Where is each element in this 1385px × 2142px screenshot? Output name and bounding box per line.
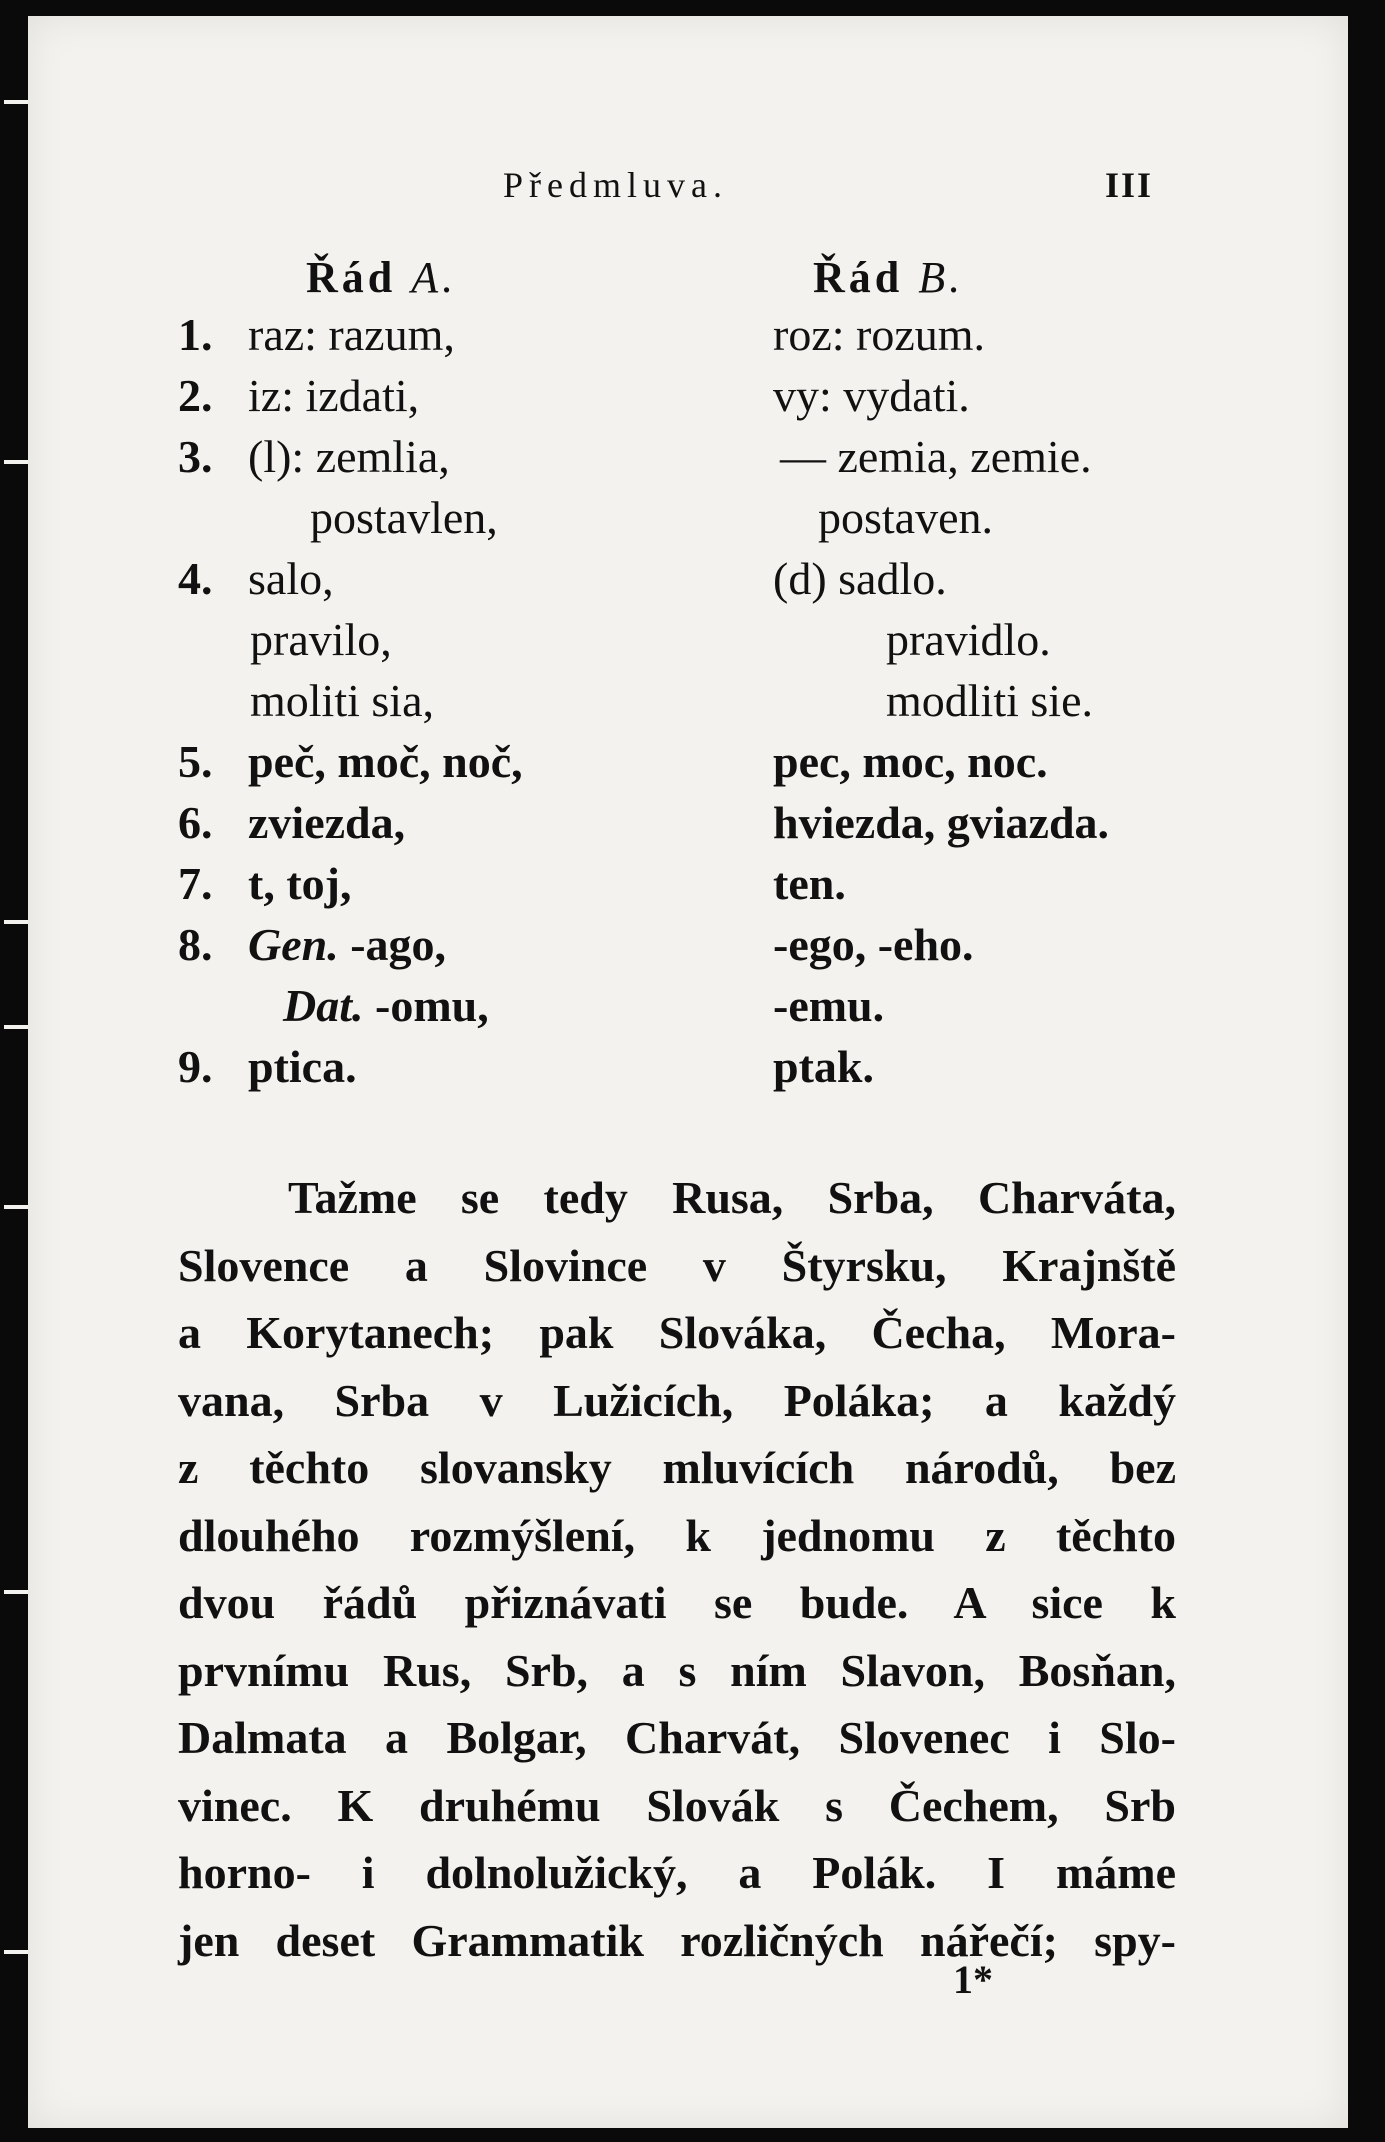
book-binding-edge: [0, 0, 28, 2142]
row-number: 1.: [178, 309, 213, 360]
form-a: t, toj,: [248, 858, 352, 909]
form-a: ptica.: [248, 1041, 357, 1092]
table-row: [28, 491, 1348, 551]
table-row: [28, 369, 1348, 429]
form-a: postavlen,: [310, 492, 498, 543]
paragraph-line: prvnímu Rus, Srb, a s ním Slavon, Bosňan,: [178, 1644, 1176, 1696]
paragraph-line: Slovence a Slovince v Štyrsku, Krajnště: [178, 1239, 1176, 1291]
case-label: Gen.: [248, 919, 351, 970]
paragraph-line: Tažme se tedy Rusa, Srba, Charváta,: [288, 1172, 1176, 1223]
running-title: Předmluva.: [503, 165, 728, 205]
table-row: [28, 613, 1348, 673]
paragraph-line: horno- i dolnolužický, a Polák. I máme: [178, 1847, 1176, 1898]
page-number: III: [1105, 165, 1154, 205]
form-b: pravidlo.: [886, 614, 1051, 665]
table-row: [28, 308, 1348, 368]
paragraph-line: dvou řádů přiznávati se bude. A sice k: [178, 1577, 1176, 1628]
paragraph-line: a Korytanech; pak Slováka, Čecha, Mora-: [178, 1307, 1176, 1358]
form-b: pec, moc, noc.: [773, 736, 1048, 787]
paragraph-line: dlouhého rozmýšlení, k jednomu z těchto: [178, 1509, 1176, 1561]
form-b: (d) sadlo.: [773, 553, 947, 604]
form-a: Dat. -omu,: [283, 980, 489, 1031]
form-b: hviezda, gviazda.: [773, 797, 1110, 848]
table-row: [28, 796, 1348, 856]
form-a: raz: razum,: [248, 309, 455, 360]
paragraph-line: Dalmata a Bolgar, Charvát, Slovenec i Slo-: [178, 1712, 1176, 1763]
form-a: iz: izdati,: [248, 370, 420, 421]
row-number: 7.: [178, 858, 213, 909]
table-row: [28, 430, 1348, 490]
row-number: 8.: [178, 919, 213, 970]
case-label: Dat.: [283, 980, 375, 1031]
form-b: ptak.: [773, 1041, 874, 1092]
table-row: [28, 979, 1348, 1039]
row-number: 4.: [178, 553, 213, 604]
form-b: -ego, -eho.: [773, 919, 974, 970]
table-row: [28, 552, 1348, 612]
signature-mark: 1*: [953, 1957, 993, 2002]
paragraph-line: jen deset Grammatik rozličných nářečí; spy-: [178, 1914, 1176, 1966]
row-number: 2.: [178, 370, 213, 421]
row-number: 6.: [178, 797, 213, 848]
row-number: 5.: [178, 736, 213, 787]
form-b: postaven.: [818, 492, 994, 543]
paragraph-line: vinec. K druhému Slovák s Čechem, Srb: [178, 1779, 1176, 1831]
form-a: pravilo,: [250, 614, 392, 665]
form-b: -emu.: [773, 980, 885, 1031]
form-b: roz: rozum.: [773, 309, 986, 360]
paragraph-line: z těchto slovansky mluvících národů, bez: [178, 1442, 1176, 1493]
form-a: Gen. -ago,: [248, 919, 447, 970]
form-a: (l): zemlia,: [248, 431, 450, 482]
running-header: [28, 164, 1348, 204]
table-row: [28, 1040, 1348, 1100]
form-b: modliti sie.: [886, 675, 1093, 726]
row-number: 9.: [178, 1041, 213, 1092]
form-a: salo,: [248, 553, 334, 604]
form-a: zviezda,: [248, 797, 406, 848]
body-paragraph: [178, 1164, 1176, 1974]
form-a: moliti sia,: [250, 675, 434, 726]
form-b: — zemia, zemie.: [780, 431, 1092, 482]
book-page: [28, 16, 1348, 2128]
form-b: vy: vydati.: [773, 370, 970, 421]
row-number: 3.: [178, 431, 213, 482]
table-row: [28, 674, 1348, 734]
form-a: peč, moč, noč,: [248, 736, 523, 787]
column-heading-b: Řád B.: [813, 253, 965, 302]
form-b: ten.: [773, 858, 846, 909]
column-heading-a: Řád A.: [306, 253, 458, 302]
table-row: [28, 918, 1348, 978]
table-row: [28, 735, 1348, 795]
table-row: [28, 857, 1348, 917]
paragraph-line: vana, Srba v Lužicích, Poláka; a každý: [178, 1374, 1176, 1426]
